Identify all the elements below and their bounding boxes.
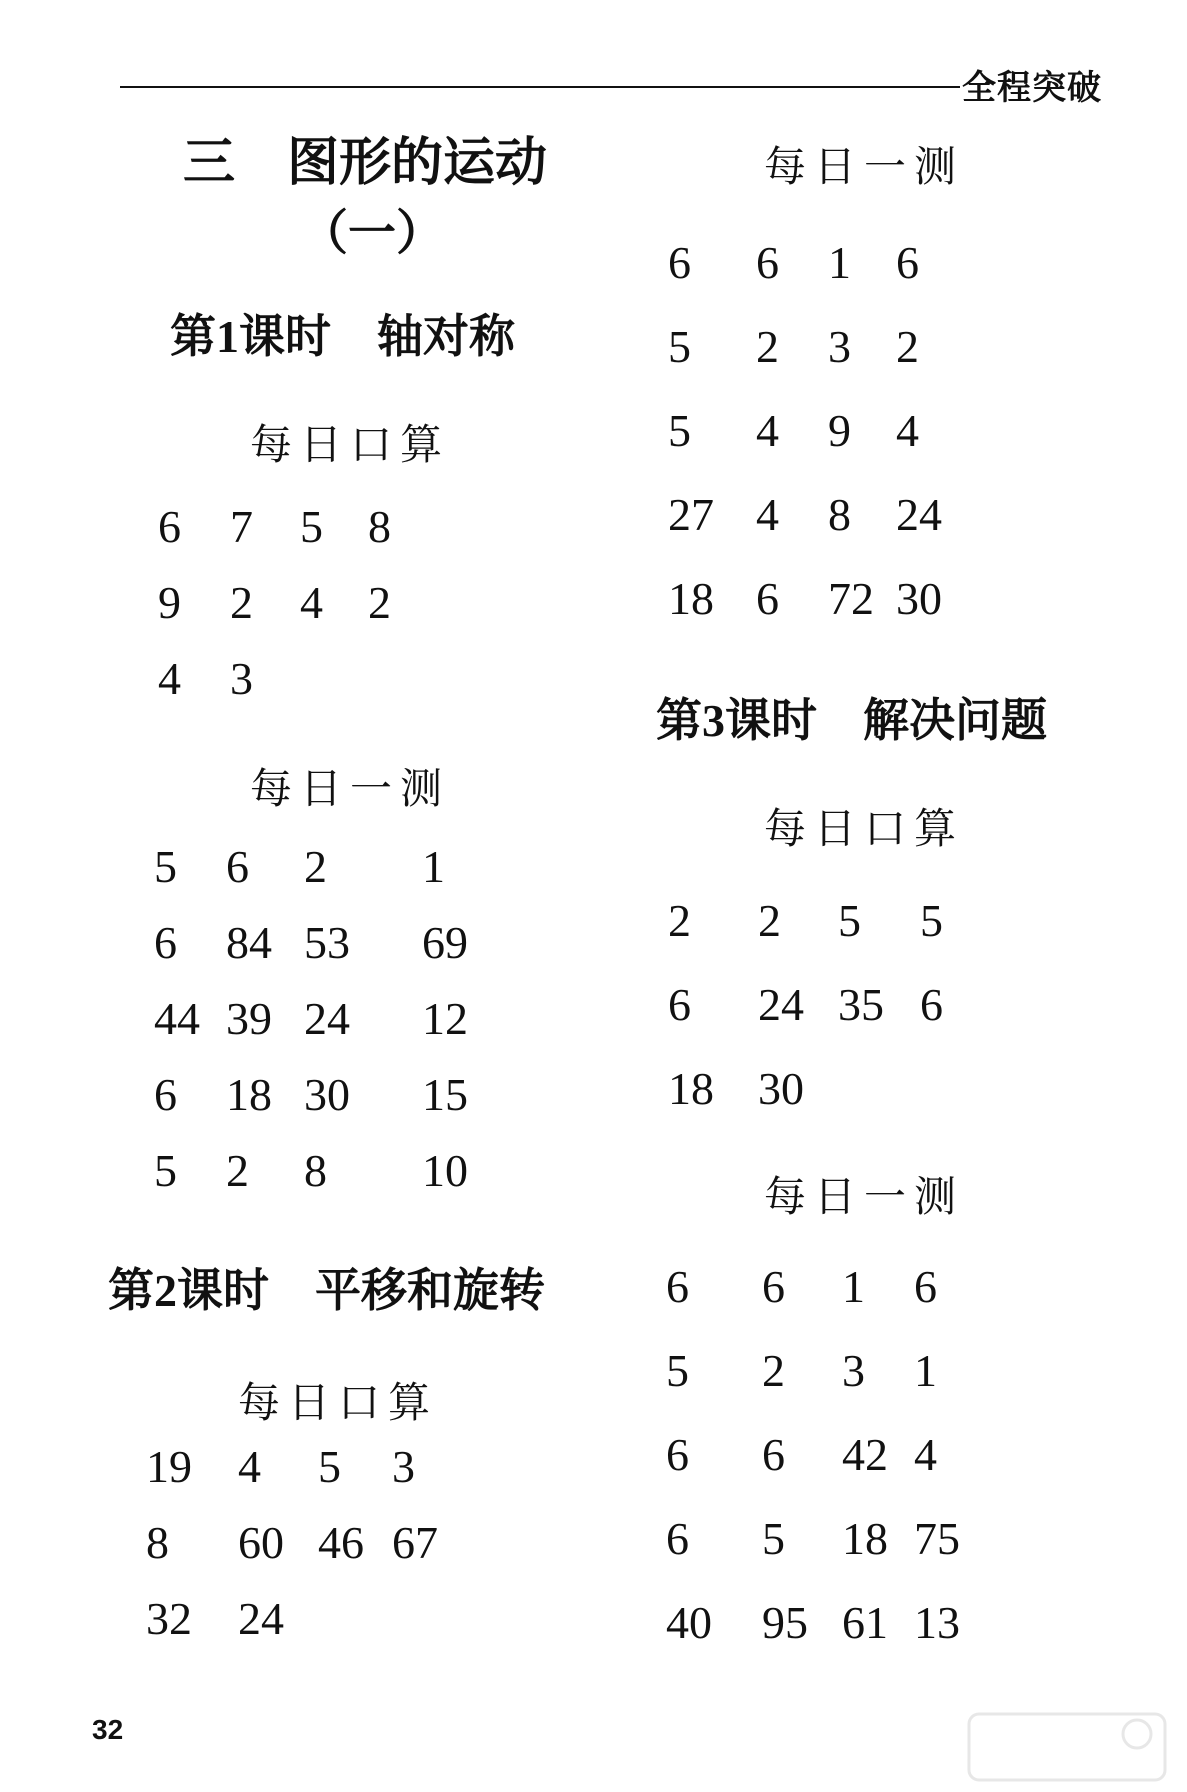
answer-value: 40 bbox=[666, 1597, 712, 1648]
answer-value: 18 bbox=[226, 1069, 272, 1120]
answer-value: 2 bbox=[226, 1145, 249, 1196]
answer-value: 6 bbox=[920, 979, 943, 1030]
answer-value: 6 bbox=[666, 1429, 689, 1480]
answer-value: 18 bbox=[668, 1063, 714, 1114]
answer-value: 8 bbox=[828, 489, 851, 540]
answer-value: 1 bbox=[914, 1345, 937, 1396]
answer-value: 35 bbox=[838, 979, 884, 1030]
answer-value: 6 bbox=[762, 1261, 785, 1312]
answer-value: 4 bbox=[158, 653, 181, 704]
answer-value: 12 bbox=[422, 993, 468, 1044]
answer-value: 75 bbox=[914, 1513, 960, 1564]
answer-value: 5 bbox=[838, 895, 861, 946]
lesson-3-number: 第3 bbox=[656, 695, 725, 746]
answer-value: 6 bbox=[666, 1513, 689, 1564]
answer-value: 5 bbox=[668, 321, 691, 372]
answer-value: 24 bbox=[238, 1593, 284, 1644]
lesson-1-oral-heading: 每日口算 bbox=[250, 420, 451, 469]
answer-value: 84 bbox=[226, 917, 272, 968]
answer-value: 44 bbox=[154, 993, 200, 1044]
answer-value: 4 bbox=[896, 405, 919, 456]
answer-value: 8 bbox=[304, 1145, 327, 1196]
answer-value: 5 bbox=[668, 405, 691, 456]
answer-value: 18 bbox=[842, 1513, 888, 1564]
answer-value: 5 bbox=[154, 841, 177, 892]
answer-value: 9 bbox=[828, 405, 851, 456]
lesson-1-number: 第1 bbox=[170, 311, 239, 362]
page-number: 32 bbox=[92, 1714, 124, 1745]
watermark-logo bbox=[967, 1712, 1167, 1782]
answer-value: 6 bbox=[154, 1069, 177, 1120]
answer-value: 27 bbox=[668, 489, 714, 540]
answer-value: 4 bbox=[238, 1441, 261, 1492]
answer-value: 9 bbox=[158, 577, 181, 628]
answer-value: 1 bbox=[842, 1261, 865, 1312]
answer-value: 8 bbox=[368, 501, 391, 552]
lesson-2-oral-heading: 每日口算 bbox=[238, 1378, 439, 1427]
answer-value: 6 bbox=[226, 841, 249, 892]
chapter-title: 三 图形的运动 bbox=[183, 133, 548, 193]
answer-value: 4 bbox=[914, 1429, 937, 1480]
answer-value: 30 bbox=[304, 1069, 350, 1120]
answer-value: 2 bbox=[304, 841, 327, 892]
part-title: （一） bbox=[300, 205, 445, 261]
answer-value: 8 bbox=[146, 1517, 169, 1568]
answer-value: 32 bbox=[146, 1593, 192, 1644]
answer-value: 4 bbox=[300, 577, 323, 628]
answer-value: 6 bbox=[154, 917, 177, 968]
answer-value: 1 bbox=[828, 237, 851, 288]
answer-value: 5 bbox=[762, 1513, 785, 1564]
answer-value: 30 bbox=[896, 573, 942, 624]
answer-value: 2 bbox=[758, 895, 781, 946]
answer-value: 2 bbox=[762, 1345, 785, 1396]
answer-value: 5 bbox=[920, 895, 943, 946]
answer-value: 5 bbox=[154, 1145, 177, 1196]
answer-value: 13 bbox=[914, 1597, 960, 1648]
answer-value: 3 bbox=[828, 321, 851, 372]
answer-value: 2 bbox=[896, 321, 919, 372]
answer-value: 5 bbox=[300, 501, 323, 552]
answer-value: 24 bbox=[304, 993, 350, 1044]
lesson-3-oral-heading: 每日口算 bbox=[764, 804, 965, 853]
lesson-2-number: 第2 bbox=[108, 1265, 177, 1316]
answer-value: 4 bbox=[756, 489, 779, 540]
lesson-2-test-heading: 每日一测 bbox=[764, 142, 965, 191]
answer-value: 2 bbox=[368, 577, 391, 628]
answer-value: 24 bbox=[896, 489, 942, 540]
answer-value: 60 bbox=[238, 1517, 284, 1568]
answer-value: 42 bbox=[842, 1429, 888, 1480]
answer-value: 53 bbox=[304, 917, 350, 968]
header-brand: 全程突破 bbox=[962, 68, 1102, 108]
answer-value: 2 bbox=[756, 321, 779, 372]
lesson-3-title bbox=[656, 684, 1047, 750]
answer-value: 6 bbox=[896, 237, 919, 288]
answer-value: 1 bbox=[422, 841, 445, 892]
answer-value: 6 bbox=[756, 237, 779, 288]
header-rule bbox=[120, 86, 960, 88]
lesson-1-name: 课时 轴对称 bbox=[239, 309, 515, 363]
answer-value: 3 bbox=[392, 1441, 415, 1492]
answer-value: 39 bbox=[226, 993, 272, 1044]
answer-value: 2 bbox=[668, 895, 691, 946]
answer-value: 46 bbox=[318, 1517, 364, 1568]
answer-value: 95 bbox=[762, 1597, 808, 1648]
answer-value: 18 bbox=[668, 573, 714, 624]
answer-value: 6 bbox=[158, 501, 181, 552]
lesson-2-title bbox=[108, 1254, 545, 1320]
answer-value: 69 bbox=[422, 917, 468, 968]
answer-value: 2 bbox=[230, 577, 253, 628]
answer-value: 3 bbox=[842, 1345, 865, 1396]
answer-value: 15 bbox=[422, 1069, 468, 1120]
answer-value: 4 bbox=[756, 405, 779, 456]
answer-value: 3 bbox=[230, 653, 253, 704]
answer-value: 67 bbox=[392, 1517, 438, 1568]
lesson-1-test-heading: 每日一测 bbox=[250, 764, 451, 813]
answer-value: 5 bbox=[318, 1441, 341, 1492]
lesson-2-name: 课时 平移和旋转 bbox=[177, 1263, 545, 1317]
answer-value: 6 bbox=[762, 1429, 785, 1480]
answer-value: 61 bbox=[842, 1597, 888, 1648]
lesson-3-name: 课时 解决问题 bbox=[725, 693, 1047, 747]
lesson-1-title bbox=[170, 300, 515, 366]
answer-value: 72 bbox=[828, 573, 874, 624]
answer-value: 24 bbox=[758, 979, 804, 1030]
answer-value: 30 bbox=[758, 1063, 804, 1114]
answer-value: 6 bbox=[668, 979, 691, 1030]
answer-value: 5 bbox=[666, 1345, 689, 1396]
answer-value: 6 bbox=[914, 1261, 937, 1312]
answer-value: 10 bbox=[422, 1145, 468, 1196]
answer-value: 6 bbox=[666, 1261, 689, 1312]
answer-value: 6 bbox=[668, 237, 691, 288]
answer-value: 19 bbox=[146, 1441, 192, 1492]
lesson-3-test-heading: 每日一测 bbox=[764, 1172, 965, 1221]
answer-value: 7 bbox=[230, 501, 253, 552]
answer-value: 6 bbox=[756, 573, 779, 624]
